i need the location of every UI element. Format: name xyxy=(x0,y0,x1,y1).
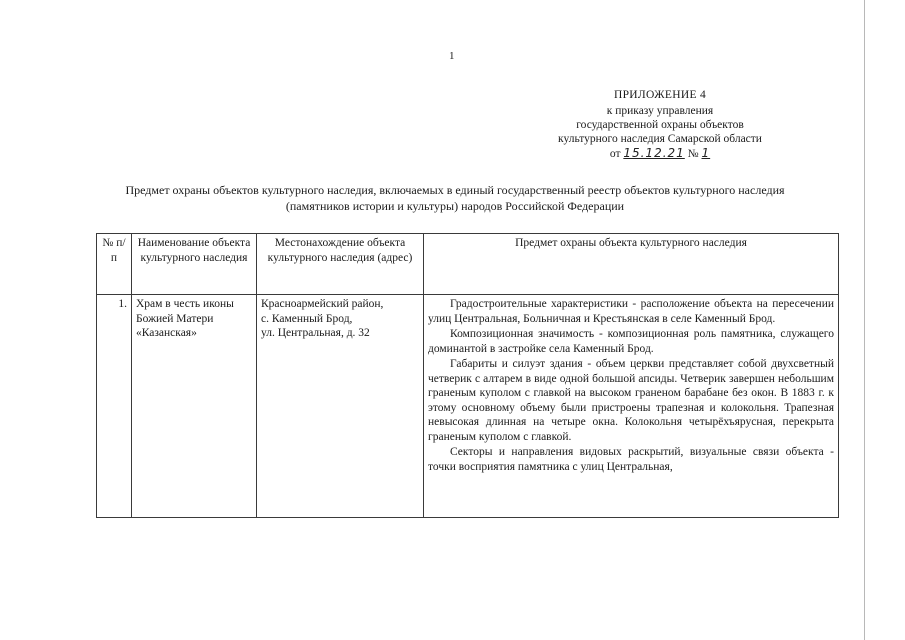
object-name-line: Божией Матери xyxy=(136,312,214,325)
appendix-title: ПРИЛОЖЕНИЕ 4 xyxy=(613,89,706,101)
order-number-sign: № xyxy=(687,148,699,160)
table-header-row xyxy=(97,234,839,295)
object-name-line: Храм в честь иконы xyxy=(136,298,234,310)
header-location: Местонахождение объекта культурного наследия (адрес) xyxy=(257,234,424,295)
subject-paragraph: Градостроительные характеристики - расположение объекта на пересечении улиц Центральная, Больничная и Крестьянская в селе Каменный Брод. xyxy=(428,298,834,325)
protection-subject-cell xyxy=(424,295,839,518)
appendix-header xyxy=(520,88,800,161)
appendix-line: государственной охраны объектов xyxy=(576,119,744,131)
object-name-line: «Казанская» xyxy=(136,327,197,339)
document-title: Предмет охраны объектов культурного наследия, включаемых в единый государственный реестр объектов культурного наследия (памятников истории и культуры) народов Российской Федерации xyxy=(125,183,785,213)
heritage-table xyxy=(96,233,839,518)
location-cell xyxy=(257,295,424,518)
subject-paragraph: Композиционная значимость - композиционная роль памятника, служащего доминантой в застройке села Каменный Брод. xyxy=(428,328,834,355)
header-name: Наименование объекта культурного наследия xyxy=(132,234,257,295)
location-line: Красноармейский район, xyxy=(261,298,384,310)
object-name-cell xyxy=(132,295,257,518)
page-number: 1 xyxy=(449,50,455,62)
order-prefix: от xyxy=(609,148,621,160)
header-num: № п/п xyxy=(97,234,132,295)
appendix-line: к приказу управления xyxy=(606,105,714,117)
location-line: с. Каменный Брод, xyxy=(261,312,353,325)
page-edge-line xyxy=(864,0,865,640)
order-line xyxy=(520,146,800,161)
subject-paragraph: Габариты и силуэт здания - объем церкви представляет собой двухсветный четверик с алтарем в виде одной большой апсиды. Четверик завершен небольшим граненым куполом с главкой на высоком граненом барабане без окон. В 1883 г. к этому основному объему были пристроены трапезная и колокольня. Трапезная невысокая длинная на четыре окна. Колокольня четырёхъярусная, перекрыта граненым куполом с главкой. xyxy=(428,358,834,443)
subject-paragraph: Секторы и направления видовых раскрытий, визуальные связи объекта - точки восприятия памятника с улиц Центральная, xyxy=(428,446,834,473)
location-line: ул. Центральная, д. 32 xyxy=(261,327,370,339)
header-subject: Предмет охраны объекта культурного наследия xyxy=(424,234,839,295)
row-number: 1. xyxy=(97,295,132,518)
order-number-handwritten: 1 xyxy=(701,146,711,160)
table-row xyxy=(97,295,839,518)
appendix-line: культурного наследия Самарской области xyxy=(558,133,762,145)
order-date-handwritten: 15.12.21 xyxy=(623,146,685,160)
